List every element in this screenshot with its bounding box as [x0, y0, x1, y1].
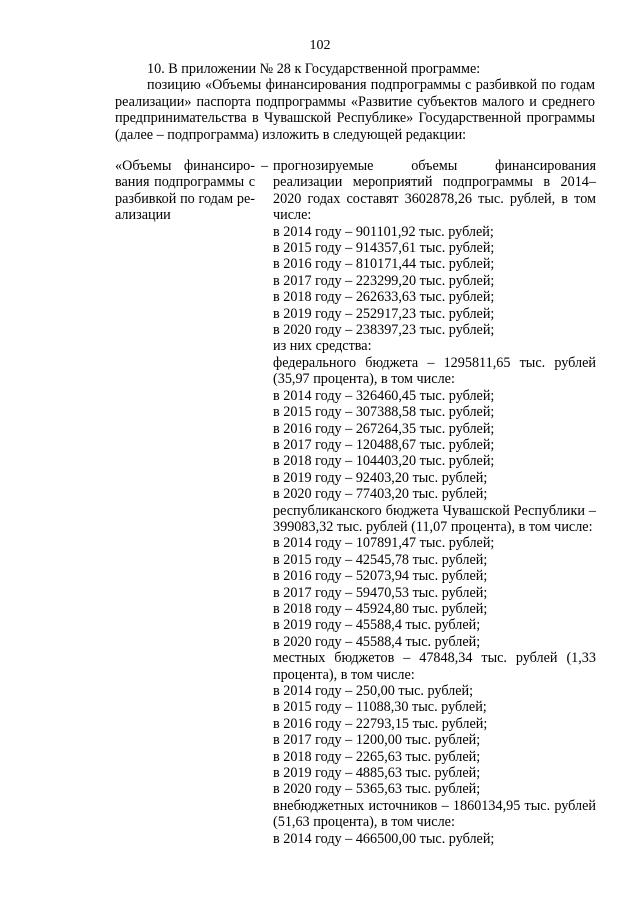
intro-block	[115, 61, 595, 143]
list-item: в 2016 году – 267264,35 тыс. рублей;	[273, 420, 495, 437]
list-item: в 2017 году – 223299,20 тыс. рублей;	[273, 272, 495, 289]
federal-budget-text: федерального бюджета – 1295811,65 тыс. рублей (35,97 процента), в том числе:	[273, 354, 596, 388]
republic-years-list	[273, 535, 596, 650]
list-item: в 2020 году – 5365,63 тыс. рублей;	[273, 781, 481, 798]
list-item: в 2016 году – 810171,44 тыс. рублей;	[273, 256, 495, 273]
local-budget-text: местных бюджетов – 47848,34 тыс. рублей (1,33 процента), в том числе:	[273, 650, 596, 683]
list-item: в 2014 году – 466500,00 тыс. рублей;	[273, 830, 495, 847]
list-item: в 2020 году – 45588,4 тыс. рублей;	[273, 633, 481, 650]
republic-budget-text: республиканского бюджета Чувашской Республики – 399083,32 тыс. рублей (11,07 процента), в том числе:	[273, 502, 596, 535]
list-item: в 2015 году – 42545,78 тыс. рублей;	[273, 551, 488, 568]
financing-details-cell	[273, 158, 596, 847]
list-item: в 2018 году – 2265,63 тыс. рублей;	[273, 748, 481, 765]
extrabudget-years-list	[273, 831, 596, 847]
list-item: в 2019 году – 45588,4 тыс. рублей;	[273, 617, 481, 634]
list-item: в 2015 году – 307388,58 тыс. рублей;	[273, 404, 495, 421]
list-item: в 2016 году – 52073,94 тыс. рублей;	[273, 568, 488, 585]
list-item: в 2017 году – 59470,53 тыс. рублей;	[273, 584, 488, 601]
list-item: в 2017 году – 1200,00 тыс. рублей;	[273, 732, 481, 749]
list-item: в 2019 году – 252917,23 тыс. рублей;	[273, 305, 495, 322]
list-item: в 2020 году – 238397,23 тыс. рублей;	[273, 322, 495, 339]
extrabudget-sources-text: внебюджетных источников – 1860134,95 тыс. рублей (51,63 процента), в том числе:	[273, 797, 596, 831]
list-item: в 2015 году – 11088,30 тыс. рублей;	[273, 699, 487, 716]
list-item: в 2020 году – 77403,20 тыс. рублей;	[273, 486, 488, 503]
total-years-list	[273, 224, 596, 339]
local-years-list	[273, 683, 596, 798]
intro-paragraph: позицию «Объемы финансирования подпрограммы с разбивкой по годам реализации» паспорта подпрограммы «Развитие субъектов малого и среднего предпринимательства в Чувашской Республике» Государственной программы (далее – подпрограмма) изложить в следующей редакции:	[115, 77, 595, 143]
list-item: в 2017 году – 120488,67 тыс. рублей;	[273, 436, 495, 453]
list-item: в 2014 году – 107891,47 тыс. рублей;	[273, 535, 495, 552]
list-item: в 2018 году – 45924,80 тыс. рублей;	[273, 600, 488, 617]
total-financing-text: прогнозируемые объемы финансирования реализации мероприятий подпрограммы в 2014–2020 годах составят 3602878,26 тыс. рублей, в том числе:	[273, 158, 596, 224]
list-item: в 2016 году – 22793,15 тыс. рублей;	[273, 715, 488, 732]
page-number: 102	[309, 38, 331, 53]
list-item: в 2015 году – 914357,61 тыс. рублей;	[273, 240, 495, 257]
position-name-cell: «Объемы финансиро-вания подпрограммы с разбивкой по годам ре-ализации	[115, 158, 255, 224]
intro-line: 10. В приложении № 28 к Государственной программе:	[147, 61, 481, 77]
list-item: в 2014 году – 326460,45 тыс. рублей;	[273, 387, 495, 404]
list-item: в 2018 году – 104403,20 тыс. рублей;	[273, 453, 495, 470]
list-item: в 2019 году – 4885,63 тыс. рублей;	[273, 765, 481, 782]
federal-years-list	[273, 388, 596, 503]
list-item: в 2018 году – 262633,63 тыс. рублей;	[273, 289, 495, 306]
list-item: в 2014 году – 901101,92 тыс. рублей;	[273, 223, 494, 240]
list-item: в 2019 году – 92403,20 тыс. рублей;	[273, 469, 488, 486]
dash-separator: –	[261, 158, 269, 174]
list-item: в 2014 году – 250,00 тыс. рублей;	[273, 683, 474, 699]
of-which-label: из них средства:	[273, 338, 372, 355]
